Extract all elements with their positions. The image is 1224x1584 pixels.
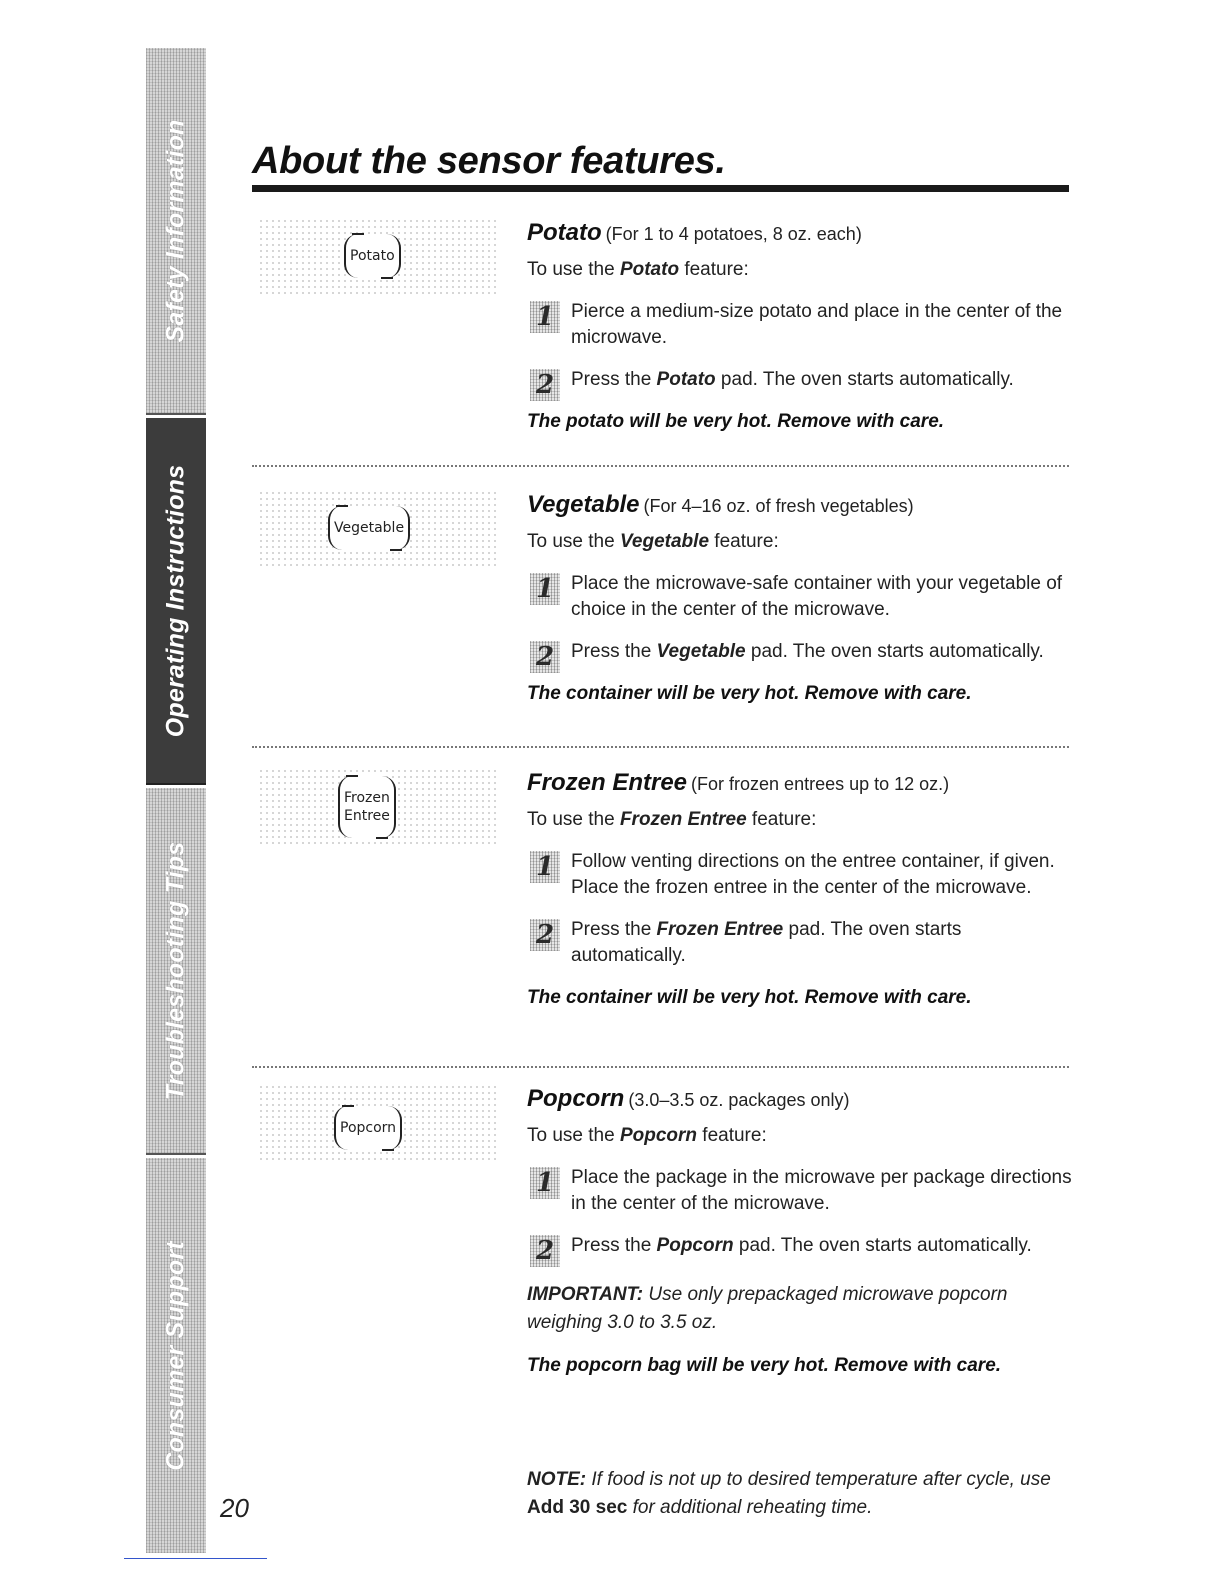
step-suffix: pad. The oven starts automatically. <box>745 641 1044 662</box>
potato-text <box>527 218 1072 435</box>
popcorn-text <box>527 1084 1072 1379</box>
step-suffix: pad. The oven starts automatically. <box>733 1235 1032 1256</box>
page-title: About the sensor features. <box>252 140 726 182</box>
note-text-after: for additional reheating time. <box>627 1497 873 1518</box>
tab-troubleshooting-tips[interactable] <box>146 788 206 1155</box>
use-suffix: feature: <box>697 1125 767 1146</box>
tab-operating-instructions[interactable] <box>146 418 206 785</box>
use-line <box>527 529 1072 555</box>
title-rule <box>252 185 1069 192</box>
feature-subtitle: (3.0–3.5 oz. packages only) <box>628 1090 850 1110</box>
step-prefix: Press the <box>571 369 657 390</box>
tab-label: Troubleshooting Tips <box>161 841 190 1100</box>
step-1 <box>527 571 1072 623</box>
vegetable-section <box>252 490 1069 740</box>
pad-label: Potato <box>350 248 395 264</box>
pad-label-line-1: Frozen <box>344 790 390 806</box>
use-line <box>527 807 1072 833</box>
tab-label: Operating Instructions <box>161 464 190 737</box>
side-tab-nav <box>146 48 206 1553</box>
pad-label: Vegetable <box>334 520 405 536</box>
section-divider <box>252 465 1069 467</box>
step-number-icon: 2 <box>530 369 560 401</box>
footer-note <box>527 1466 1072 1522</box>
step-pad-name: Popcorn <box>656 1235 734 1256</box>
tab-label: Consumer Support <box>161 1240 190 1471</box>
step-pad-name: Vegetable <box>656 641 746 662</box>
use-feature-name: Vegetable <box>619 531 710 552</box>
note-label: NOTE: <box>527 1469 587 1490</box>
use-prefix: To use the <box>527 809 620 830</box>
use-suffix: feature: <box>746 809 817 830</box>
bottom-rule <box>124 1558 267 1559</box>
pad-label: Popcorn <box>340 1120 397 1136</box>
popcorn-section <box>252 1084 1072 1414</box>
feature-subtitle: (For 1 to 4 potatoes, 8 oz. each) <box>605 224 862 244</box>
feature-subtitle: (For 4–16 oz. of fresh vegetables) <box>643 496 914 516</box>
step-prefix: Press the <box>571 641 657 662</box>
use-suffix: feature: <box>709 531 779 552</box>
use-prefix: To use the <box>527 531 620 552</box>
step-number-icon: 2 <box>530 919 560 951</box>
step-number-icon: 2 <box>530 641 560 673</box>
section-divider <box>252 746 1069 748</box>
warning-text: The container will be very hot. Remove with care. <box>527 683 972 704</box>
step-text: Place the microwave-safe container with your vegetable of choice in the center of the microwave. <box>571 573 1063 620</box>
important-note <box>527 1281 1072 1337</box>
feature-name: Frozen Entree <box>527 769 688 796</box>
feature-subtitle: (For frozen entrees up to 12 oz.) <box>691 774 950 794</box>
potato-section <box>252 218 1069 458</box>
important-text: Use only prepackaged microwave popcorn weighing 3.0 to 3.5 oz. <box>527 1284 1008 1333</box>
warning-text: The popcorn bag will be very hot. Remove with care. <box>527 1355 1002 1376</box>
feature-title <box>527 490 1072 521</box>
vegetable-text <box>527 490 1072 707</box>
step-text: Place the package in the microwave per package directions in the center of the microwave. <box>571 1167 1072 1214</box>
frozen-entree-section <box>252 768 1069 1048</box>
keypad-area <box>258 1084 496 1162</box>
use-prefix: To use the <box>527 259 620 280</box>
potato-pad-button[interactable] <box>344 234 401 278</box>
step-number-icon: 1 <box>530 1167 560 1199</box>
important-label: IMPORTANT: <box>527 1284 644 1305</box>
tab-consumer-support[interactable] <box>146 1158 206 1553</box>
step-2 <box>527 917 1072 969</box>
warning-text: The potato will be very hot. Remove with care. <box>527 411 945 432</box>
feature-title <box>527 1084 1072 1115</box>
step-number-icon: 1 <box>530 573 560 605</box>
keypad-area <box>258 768 496 846</box>
keypad-area <box>258 218 496 296</box>
step-suffix: pad. The oven starts automatically. <box>571 919 962 966</box>
feature-name: Popcorn <box>527 1085 625 1112</box>
step-text: Pierce a medium-size potato and place in the center of the microwave. <box>571 301 1063 348</box>
feature-title <box>527 768 1072 799</box>
feature-title <box>527 218 1072 249</box>
use-line <box>527 1123 1072 1149</box>
step-pad-name: Frozen Entree <box>656 919 784 940</box>
step-2 <box>527 1233 1072 1266</box>
page-number: 20 <box>220 1493 249 1523</box>
feature-name: Vegetable <box>527 491 640 518</box>
feature-name: Potato <box>527 219 602 246</box>
popcorn-pad-button[interactable] <box>334 1106 402 1150</box>
frozen-entree-pad-button[interactable] <box>338 776 396 838</box>
vegetable-pad-button[interactable] <box>328 506 410 550</box>
step-text: Follow venting directions on the entree container, if given. Place the frozen entree in the center of the microwave. <box>571 851 1055 898</box>
step-1 <box>527 299 1072 351</box>
use-feature-name: Potato <box>619 259 680 280</box>
step-number-icon: 1 <box>530 301 560 333</box>
keypad-area <box>258 490 496 568</box>
use-line <box>527 257 1072 283</box>
step-pad-name: Potato <box>656 369 716 390</box>
warning-text: The container will be very hot. Remove with care. <box>527 987 972 1008</box>
use-feature-name: Frozen Entree <box>619 809 747 830</box>
step-number-icon: 2 <box>530 1235 560 1267</box>
step-suffix: pad. The oven starts automatically. <box>715 369 1014 390</box>
note-key-name: Add 30 sec <box>527 1497 628 1518</box>
tab-safety-information[interactable] <box>146 48 206 415</box>
use-prefix: To use the <box>527 1125 620 1146</box>
frozen-entree-text <box>527 768 1072 1011</box>
section-divider <box>252 1066 1069 1068</box>
note-text-before: If food is not up to desired temperature after cycle, use <box>586 1469 1051 1490</box>
pad-label-line-2: Entree <box>344 808 390 824</box>
step-2 <box>527 367 1072 400</box>
tab-label: Safety Information <box>161 118 190 343</box>
step-number-icon: 1 <box>530 851 560 883</box>
step-1 <box>527 849 1072 901</box>
use-suffix: feature: <box>679 259 749 280</box>
use-feature-name: Popcorn <box>619 1125 698 1146</box>
step-2 <box>527 639 1072 672</box>
step-prefix: Press the <box>571 919 657 940</box>
step-1 <box>527 1165 1072 1217</box>
step-prefix: Press the <box>571 1235 657 1256</box>
